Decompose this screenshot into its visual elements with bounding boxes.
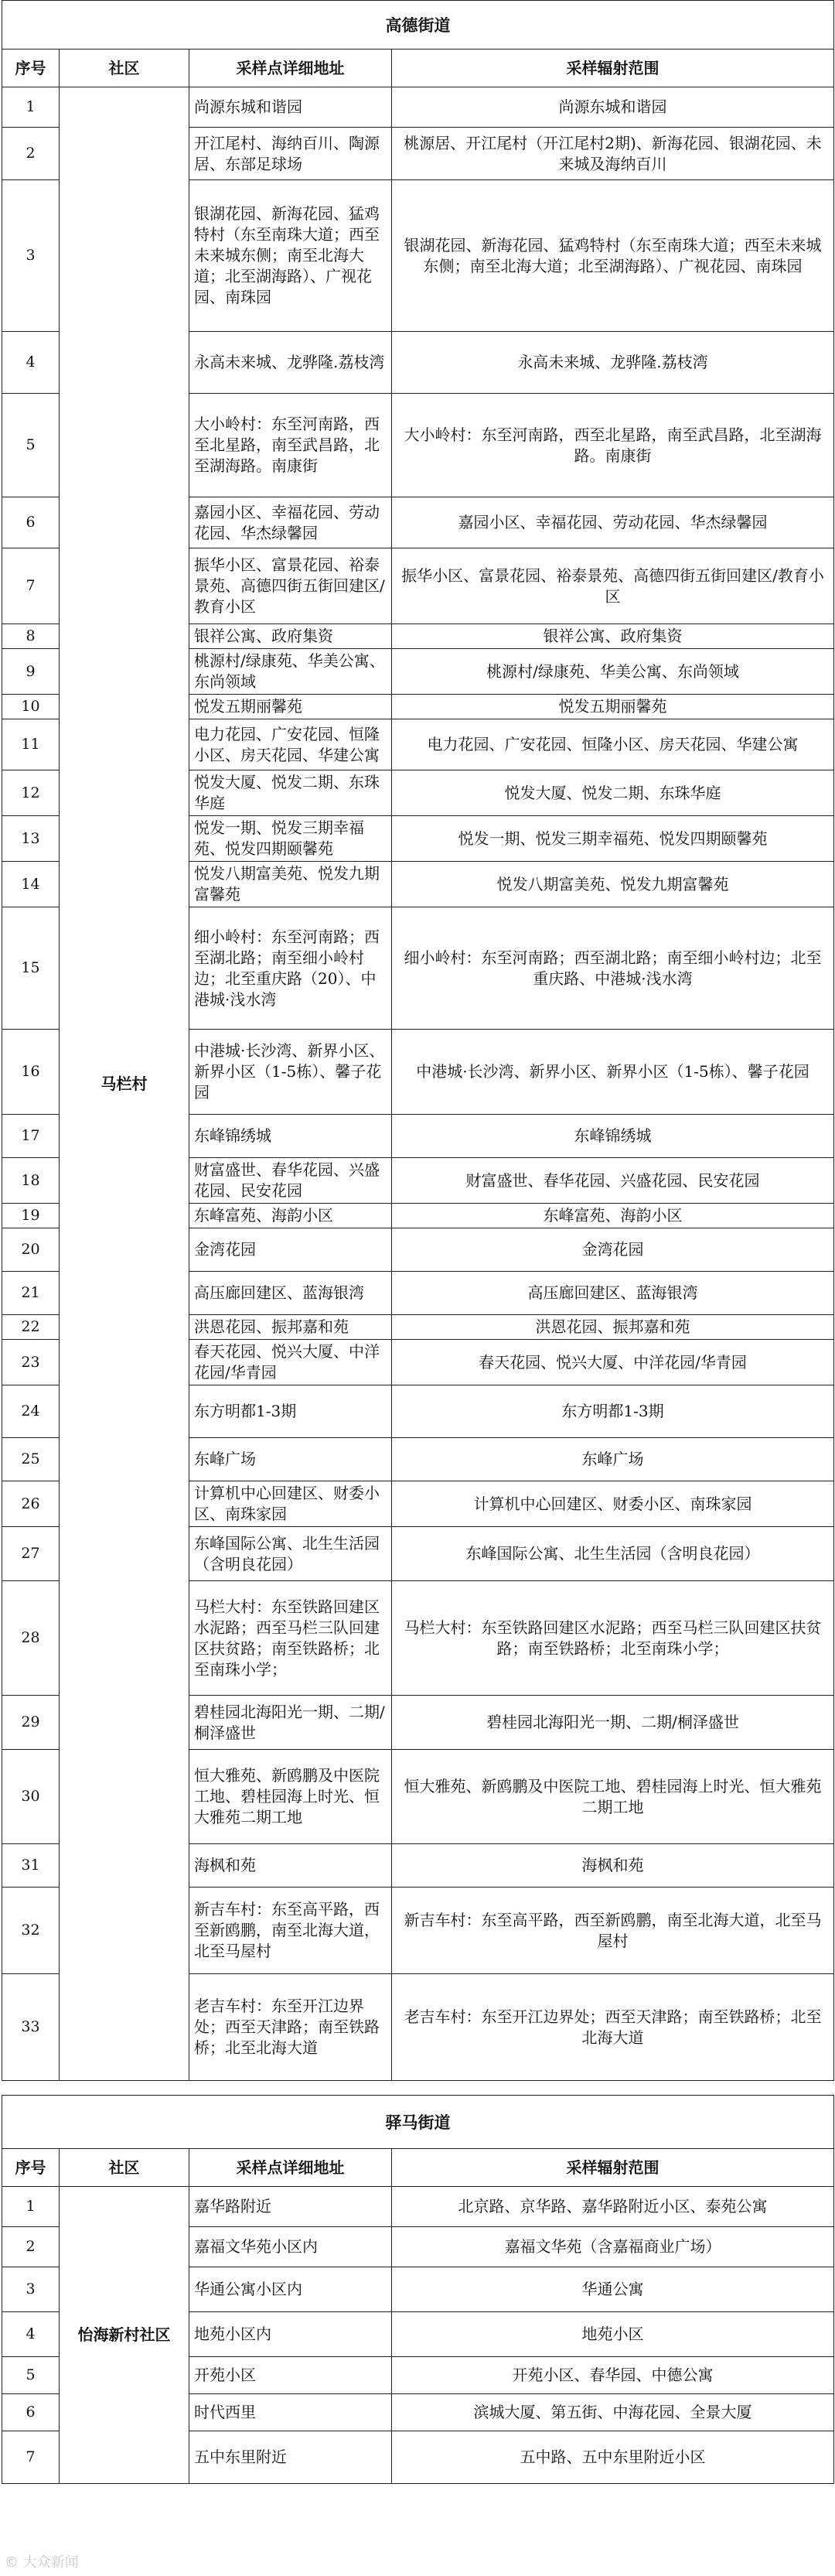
row-number: 5 <box>2 2357 60 2394</box>
sampling-address: 新吉车村：东至高平路，西至新鸥鹏，南至北海大道，北至马屋村 <box>189 1888 392 1974</box>
sampling-address: 东峰国际公寓、北生生活园（含明良花园） <box>189 1527 392 1581</box>
sampling-address: 地苑小区内 <box>189 2312 392 2357</box>
row-number: 33 <box>2 1974 60 2081</box>
sampling-range: 振华小区、富景花园、裕泰景苑、高德四街五街回建区/教育小区 <box>392 548 834 624</box>
row-number: 17 <box>2 1115 60 1158</box>
sampling-range: 金湾花园 <box>392 1228 834 1272</box>
row-number: 21 <box>2 1272 60 1315</box>
sampling-range: 东方明都1-3期 <box>392 1385 834 1438</box>
sampling-address: 中港城·长沙湾、新界小区、新界小区（1-5栋）、馨子花园 <box>189 1030 392 1115</box>
table-row <box>2 87 834 128</box>
sampling-address: 嘉园小区、幸福花园、劳动花园、华杰绿馨园 <box>189 497 392 548</box>
sampling-address: 开苑小区 <box>189 2357 392 2394</box>
row-number: 7 <box>2 2431 60 2484</box>
sampling-range: 嘉园小区、幸福花园、劳动花园、华杰绿馨园 <box>392 497 834 548</box>
sampling-address: 五中东里附近 <box>189 2431 392 2484</box>
sampling-range: 尚源东城和谐园 <box>392 87 834 128</box>
row-number: 11 <box>2 719 60 770</box>
sampling-address: 东方明都1-3期 <box>189 1385 392 1438</box>
row-number: 5 <box>2 394 60 497</box>
sampling-address: 悦发大厦、悦发二期、东珠华庭 <box>189 770 392 816</box>
header-seq: 序号 <box>2 2149 60 2187</box>
community-name: 马栏村 <box>60 87 189 2081</box>
row-number: 1 <box>2 2187 60 2227</box>
row-number: 25 <box>2 1438 60 1481</box>
sampling-range: 银祥公寓、政府集资 <box>392 624 834 649</box>
sampling-range: 财富盛世、春华花园、兴盛花园、民安花园 <box>392 1158 834 1204</box>
row-number: 16 <box>2 1030 60 1115</box>
row-number: 29 <box>2 1696 60 1750</box>
sampling-address: 大小岭村：东至河南路，西至北星路，南至武昌路，北至湖海路。南康街 <box>189 394 392 497</box>
row-number: 6 <box>2 2394 60 2431</box>
section-title: 高德街道 <box>2 1 834 50</box>
row-number: 1 <box>2 87 60 128</box>
sampling-address: 财富盛世、春华花园、兴盛花园、民安花园 <box>189 1158 392 1204</box>
table-header-row <box>2 2149 834 2187</box>
row-number: 4 <box>2 332 60 394</box>
sampling-address: 桃源村/绿康苑、华美公寓、东尚领域 <box>189 649 392 695</box>
sampling-range: 碧桂园北海阳光一期、二期/桐泽盛世 <box>392 1696 834 1750</box>
sampling-range: 悦发一期、悦发三期幸福苑、悦发四期颐馨苑 <box>392 816 834 862</box>
sampling-range: 电力花园、广安花园、恒隆小区、房天花园、华建公寓 <box>392 719 834 770</box>
header-community: 社区 <box>60 2149 189 2187</box>
row-number: 31 <box>2 1844 60 1888</box>
sampling-range: 北京路、京华路、嘉华路附近小区、泰苑公寓 <box>392 2187 834 2227</box>
sampling-table <box>2 0 834 2484</box>
table-header-row <box>2 50 834 87</box>
sampling-address: 银祥公寓、政府集资 <box>189 624 392 649</box>
sampling-range: 春天花园、悦兴大厦、中洋花园/华青园 <box>392 1340 834 1385</box>
sampling-address: 金湾花园 <box>189 1228 392 1272</box>
sampling-address: 老吉车村：东至开江边界处；西至天津路；南至铁路桥；北至北海大道 <box>189 1974 392 2081</box>
section-title-row <box>2 1 834 50</box>
sampling-range: 马栏大村：东至铁路回建区水泥路；西至马栏三队回建区扶贫路；南至铁路桥；北至南珠小学； <box>392 1581 834 1696</box>
row-number: 28 <box>2 1581 60 1696</box>
row-number: 19 <box>2 1204 60 1228</box>
community-name: 怡海新村社区 <box>60 2187 189 2484</box>
sampling-address: 计算机中心回建区、财委小区、南珠家园 <box>189 1481 392 1527</box>
sampling-address: 嘉华路附近 <box>189 2187 392 2227</box>
sampling-range: 计算机中心回建区、财委小区、南珠家园 <box>392 1481 834 1527</box>
sampling-address: 洪恩花园、振邦嘉和苑 <box>189 1315 392 1340</box>
sampling-range: 东峰广场 <box>392 1438 834 1481</box>
section-title: 驿马街道 <box>2 2096 834 2149</box>
sampling-address: 电力花园、广安花园、恒隆小区、房天花园、华建公寓 <box>189 719 392 770</box>
section-gap <box>2 2081 834 2096</box>
row-number: 3 <box>2 2267 60 2312</box>
table-row <box>2 2187 834 2227</box>
sampling-address: 马栏大村：东至铁路回建区水泥路；西至马栏三队回建区扶贫路；南至铁路桥；北至南珠小学； <box>189 1581 392 1696</box>
row-number: 7 <box>2 548 60 624</box>
sampling-range: 悦发八期富美苑、悦发九期富馨苑 <box>392 862 834 907</box>
row-number: 10 <box>2 695 60 719</box>
sampling-range: 细小岭村：东至河南路；西至湖北路；南至细小岭村边；北至重庆路、中港城·浅水湾 <box>392 907 834 1030</box>
sampling-range: 高压廊回建区、蓝海银湾 <box>392 1272 834 1315</box>
header-seq: 序号 <box>2 50 60 87</box>
row-number: 3 <box>2 180 60 332</box>
row-number: 13 <box>2 816 60 862</box>
sampling-range: 桃源居、开江尾村（开江尾村2期)、新海花园、银湖花园、未来城及海纳百川 <box>392 128 834 180</box>
header-range: 采样辐射范围 <box>392 2149 834 2187</box>
sampling-address: 悦发八期富美苑、悦发九期富馨苑 <box>189 862 392 907</box>
sampling-range: 嘉福文华苑（含嘉福商业广场） <box>392 2227 834 2267</box>
sampling-address: 尚源东城和谐园 <box>189 87 392 128</box>
sampling-range: 东峰国际公寓、北生生活园（含明良花园） <box>392 1527 834 1581</box>
sampling-address: 华通公寓小区内 <box>189 2267 392 2312</box>
sampling-address: 银湖花园、新海花园、猛鸡特村（东至南珠大道；西至未来城东侧；南至北海大道；北至湖海路）、广视花园、南珠园 <box>189 180 392 332</box>
sampling-address: 碧桂园北海阳光一期、二期/桐泽盛世 <box>189 1696 392 1750</box>
sampling-address: 海枫和苑 <box>189 1844 392 1888</box>
sampling-range: 桃源村/绿康苑、华美公寓、东尚领域 <box>392 649 834 695</box>
row-number: 30 <box>2 1750 60 1844</box>
row-number: 2 <box>2 128 60 180</box>
sampling-range: 恒大雅苑、新鸥鹏及中医院工地、碧桂园海上时光、恒大雅苑二期工地 <box>392 1750 834 1844</box>
sampling-range: 悦发大厦、悦发二期、东珠华庭 <box>392 770 834 816</box>
row-number: 9 <box>2 649 60 695</box>
sampling-address: 悦发五期丽馨苑 <box>189 695 392 719</box>
row-number: 32 <box>2 1888 60 1974</box>
sampling-address: 东峰广场 <box>189 1438 392 1481</box>
header-address: 采样点详细地址 <box>189 50 392 87</box>
sampling-address: 嘉福文华苑小区内 <box>189 2227 392 2267</box>
sampling-range: 华通公寓 <box>392 2267 834 2312</box>
sampling-range: 悦发五期丽馨苑 <box>392 695 834 719</box>
sampling-address: 开江尾村、海纳百川、陶源居、东部足球场 <box>189 128 392 180</box>
sampling-range: 新吉车村：东至高平路，西至新鸥鹏，南至北海大道，北至马屋村 <box>392 1888 834 1974</box>
sampling-range: 中港城·长沙湾、新界小区、新界小区（1-5栋）、馨子花园 <box>392 1030 834 1115</box>
sampling-range: 海枫和苑 <box>392 1844 834 1888</box>
sampling-address: 东峰富苑、海韵小区 <box>189 1204 392 1228</box>
sampling-address: 振华小区、富景花园、裕泰景苑、高德四街五街回建区/教育小区 <box>189 548 392 624</box>
sampling-address: 春天花园、悦兴大厦、中洋花园/华青园 <box>189 1340 392 1385</box>
sampling-address: 悦发一期、悦发三期幸福苑、悦发四期颐馨苑 <box>189 816 392 862</box>
row-number: 14 <box>2 862 60 907</box>
sampling-range: 银湖花园、新海花园、猛鸡特村（东至南珠大道；西至未来城东侧；南至北海大道；北至湖海路）、广视花园、南珠园 <box>392 180 834 332</box>
row-number: 8 <box>2 624 60 649</box>
row-number: 6 <box>2 497 60 548</box>
row-number: 23 <box>2 1340 60 1385</box>
sampling-address: 细小岭村：东至河南路；西至湖北路；南至细小岭村边；北至重庆路（20）、中港城·浅水湾 <box>189 907 392 1030</box>
watermark: © 大众新闻 <box>5 2554 79 2571</box>
sampling-address: 恒大雅苑、新鸥鹏及中医院工地、碧桂园海上时光、恒大雅苑二期工地 <box>189 1750 392 1844</box>
header-address: 采样点详细地址 <box>189 2149 392 2187</box>
sampling-range: 地苑小区 <box>392 2312 834 2357</box>
sampling-range: 大小岭村：东至河南路，西至北星路，南至武昌路，北至湖海路。南康街 <box>392 394 834 497</box>
section-title-row <box>2 2096 834 2149</box>
sampling-address: 时代西里 <box>189 2394 392 2431</box>
header-community: 社区 <box>60 50 189 87</box>
row-number: 20 <box>2 1228 60 1272</box>
row-number: 22 <box>2 1315 60 1340</box>
row-number: 27 <box>2 1527 60 1581</box>
sampling-range: 洪恩花园、振邦嘉和苑 <box>392 1315 834 1340</box>
header-range: 采样辐射范围 <box>392 50 834 87</box>
row-number: 15 <box>2 907 60 1030</box>
sampling-address: 永高未来城、龙骅隆.荔枝湾 <box>189 332 392 394</box>
sampling-range: 东峰富苑、海韵小区 <box>392 1204 834 1228</box>
gap-cell <box>2 2081 834 2096</box>
sampling-address: 东峰锦绣城 <box>189 1115 392 1158</box>
sampling-range: 永高未来城、龙骅隆.荔枝湾 <box>392 332 834 394</box>
sampling-range: 老吉车村：东至开江边界处；西至天津路；南至铁路桥；北至北海大道 <box>392 1974 834 2081</box>
row-number: 12 <box>2 770 60 816</box>
sampling-range: 开苑小区、春华园、中德公寓 <box>392 2357 834 2394</box>
sampling-range: 滨城大厦、第五街、中海花园、全景大厦 <box>392 2394 834 2431</box>
row-number: 18 <box>2 1158 60 1204</box>
row-number: 24 <box>2 1385 60 1438</box>
sampling-range: 东峰锦绣城 <box>392 1115 834 1158</box>
sampling-address: 高压廊回建区、蓝海银湾 <box>189 1272 392 1315</box>
row-number: 2 <box>2 2227 60 2267</box>
row-number: 4 <box>2 2312 60 2357</box>
sampling-range: 五中路、五中东里附近小区 <box>392 2431 834 2484</box>
row-number: 26 <box>2 1481 60 1527</box>
